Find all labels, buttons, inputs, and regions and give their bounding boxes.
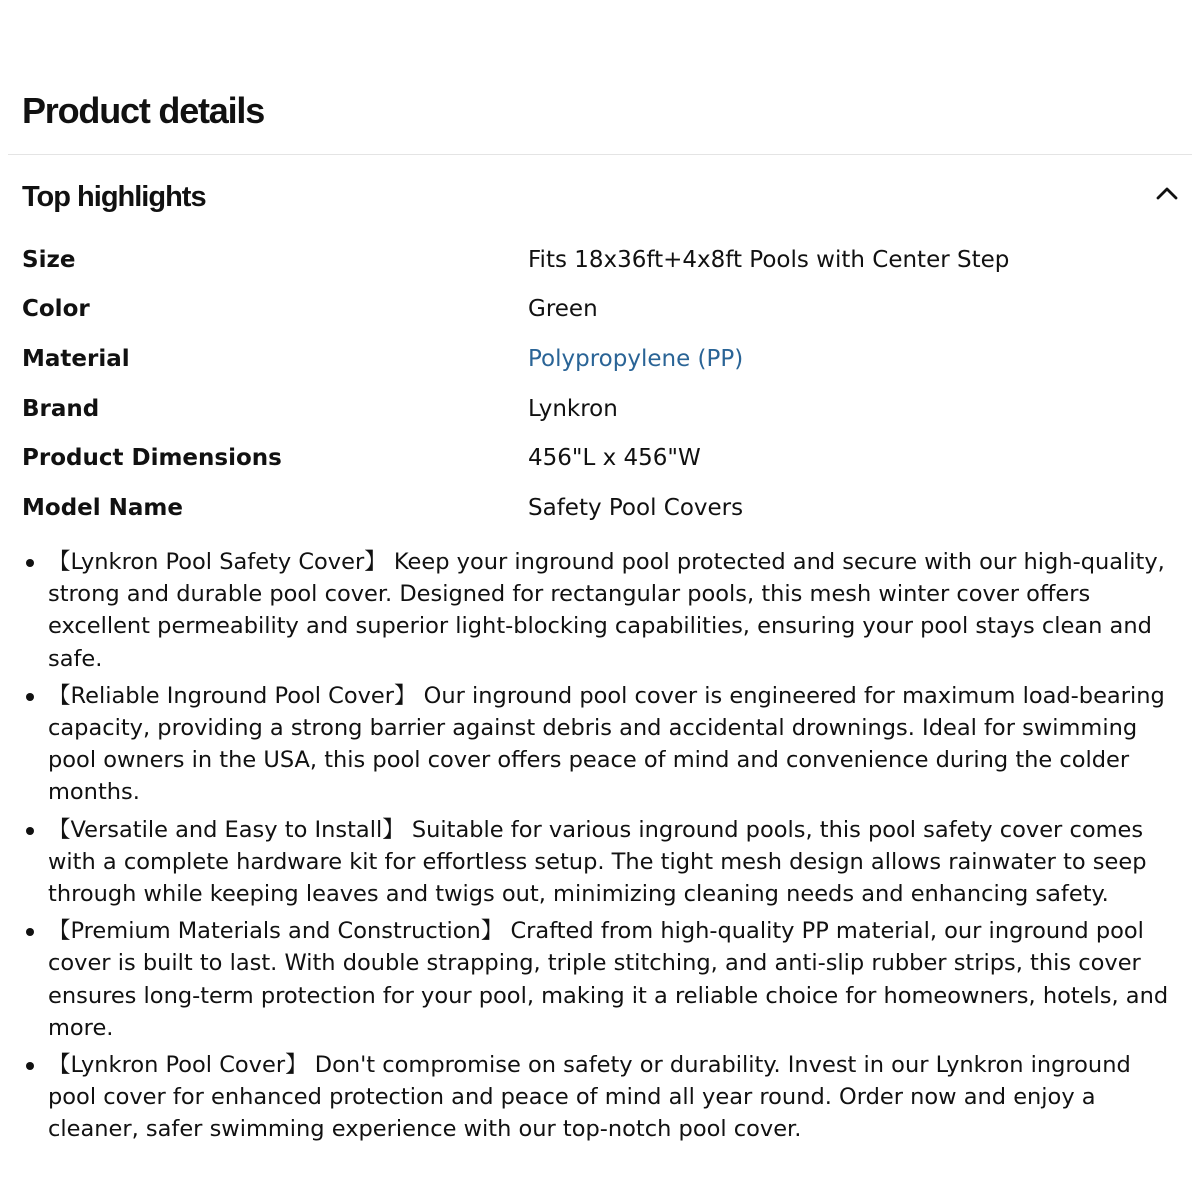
list-item-text: 【Lynkron Pool Cover】 Don't compromise on safety or durability. Invest in our Lynkron inground pool cover for enhanced protection and peace of mind all year round. Order now and enjoy a cleaner, safer swimming experience with our top-notch pool cover. [48, 1052, 1131, 1143]
spec-row-dimensions [22, 433, 1172, 483]
spec-row-color [22, 285, 1172, 335]
spec-label: Size [22, 246, 76, 273]
spec-value-cell [528, 334, 1172, 384]
spec-label: Color [22, 296, 90, 323]
spec-table [22, 235, 1172, 533]
page-title: Product details [22, 90, 265, 131]
spec-row-model-name [22, 483, 1172, 533]
spec-row-material [22, 334, 1172, 384]
spec-label: Material [22, 345, 130, 372]
highlights-list [22, 546, 1182, 1151]
section-divider [8, 154, 1192, 155]
list-item [22, 814, 1182, 911]
top-highlights-header[interactable] [22, 174, 1178, 220]
bullet-icon [26, 1062, 34, 1070]
list-item [22, 546, 1182, 675]
spec-label: Brand [22, 395, 100, 422]
spec-row-size [22, 235, 1172, 285]
list-item [22, 1049, 1182, 1146]
spec-label: Product Dimensions [22, 445, 282, 472]
spec-value: 456"L x 456"W [528, 445, 701, 472]
spec-value: Lynkron [528, 395, 618, 422]
spec-row-brand [22, 384, 1172, 434]
list-item-text: 【Versatile and Easy to Install】 Suitable for various inground pools, this pool safety cover comes with a complete hardware kit for effortless setup. The tight mesh design allows rainwater to seep through while keeping leaves and twigs out, minimizing cleaning needs and enhancing safety. [48, 816, 1147, 908]
material-link[interactable]: Polypropylene (PP) [528, 345, 744, 372]
bullet-icon [26, 693, 34, 701]
list-item-text: 【Premium Materials and Construction】 Crafted from high-quality PP material, our inground pool cover is built to last. With double strapping, triple stitching, and anti-slip rubber strips, this cover ensures long-term protection for your pool, making it a reliable choice for homeowners, hotels, and more. [48, 918, 1169, 1041]
spec-label: Model Name [22, 494, 183, 521]
bullet-icon [26, 827, 34, 835]
section-title: Top highlights [22, 180, 206, 213]
chevron-up-icon[interactable] [1154, 180, 1180, 206]
bullet-icon [26, 928, 34, 936]
spec-value: Green [528, 296, 598, 323]
spec-value: Safety Pool Covers [528, 494, 744, 521]
list-item [22, 915, 1182, 1044]
list-item [22, 680, 1182, 809]
spec-value: Fits 18x36ft+4x8ft Pools with Center Step [528, 246, 1010, 273]
bullet-icon [26, 559, 34, 567]
list-item-text: 【Lynkron Pool Safety Cover】 Keep your inground pool protected and secure with our high-quality, strong and durable pool cover. Designed for rectangular pools, this mesh winter cover offers excellent permeability and superior light-blocking capabilities, ensuring your pool stays clean and safe. [48, 549, 1165, 672]
list-item-text: 【Reliable Inground Pool Cover】 Our inground pool cover is engineered for maximum load-bearing capacity, providing a strong barrier against debris and accidental drownings. Ideal for swimming pool owners in the USA, this pool cover offers peace of mind and convenience during the colder months. [48, 682, 1165, 806]
